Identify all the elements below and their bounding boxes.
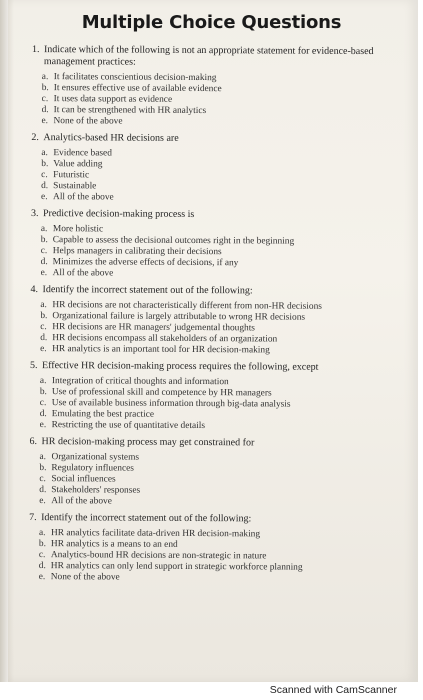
option-text: None of the above [50,572,120,583]
option-letter: d. [39,485,47,496]
option-text: Use of professional skill and competence by HR managers [51,387,272,399]
question-number: 7. [29,511,37,524]
option-text: All of the above [51,496,112,507]
option-letter: b. [39,463,47,474]
answer-option [41,268,421,281]
option-letter: c. [39,398,47,409]
option-letter: b. [40,235,48,246]
option-text: Futuristic [53,170,90,181]
option-text: HR decisions are HR managers' judgemental thoughts [52,322,256,334]
option-letter: e. [41,116,49,127]
option-text: Organizational systems [51,452,140,463]
question-item [30,360,420,433]
scanner-watermark: Scanned with CamScanner [269,684,397,696]
option-list [41,224,421,281]
option-letter: b. [38,539,47,550]
option-text: Social influences [51,474,116,485]
answer-option [39,572,419,585]
question-item [29,436,419,509]
option-letter: b. [40,311,48,322]
question-stem [31,208,421,222]
option-text: It can be strengthened with HR analytics [53,105,207,117]
question-number: 2. [31,131,39,144]
option-text: Stakeholders' responses [51,485,141,496]
option-letter: b. [39,387,47,398]
question-number: 1. [31,44,40,56]
answer-option [40,420,420,433]
option-letter: d. [41,181,49,192]
option-letter: e. [40,268,48,279]
option-letter: d. [41,105,49,116]
question-number: 3. [30,207,39,220]
question-number: 4. [30,283,39,296]
question-stem [31,132,421,146]
option-text: More holistic [52,224,104,235]
option-letter: d. [40,333,48,344]
option-letter: c. [40,246,48,257]
option-letter: c. [41,170,48,181]
question-stem [30,360,420,374]
option-letter: a. [38,528,46,539]
question-text: Identify the incorrect statement out of the following: [42,284,253,297]
option-letter: c. [41,94,49,105]
option-text: Emulating the best practice [51,409,155,420]
answer-option [41,192,421,205]
option-text: HR analytics can only lend support in strategic workforce planning [50,561,303,573]
question-item [31,44,421,129]
option-text: Sustainable [53,181,97,192]
option-list [40,376,420,433]
question-item [31,208,421,281]
option-list [39,452,419,509]
question-number: 5. [30,359,38,372]
option-letter: c. [39,474,46,485]
option-letter: b. [41,159,49,170]
question-stem [29,512,419,526]
option-letter: c. [38,550,46,561]
question-text: HR decision-making process may get constrained for [41,436,255,449]
option-letter: e. [39,420,47,431]
question-item [30,284,420,357]
option-text: Analytics-bound HR decisions are non-strategic in nature [50,550,267,562]
option-text: HR decisions are not characteristically different from non-HR decisions [52,300,322,312]
question-text: Identify the incorrect statement out of the following: [41,512,252,525]
option-letter: a. [41,72,49,83]
option-letter: d. [38,561,46,572]
option-text: None of the above [53,116,123,127]
option-text: HR analytics is a means to an end [50,539,178,550]
option-text: Helps managers in calibrating their decisions [52,246,222,258]
option-letter: a. [40,224,48,235]
option-text: Evidence based [53,148,112,159]
option-letter: a. [40,300,47,311]
option-list [41,148,421,205]
question-text: Effective HR decision-making process requires the following, except [42,360,319,373]
option-text: Use of available business information through big-data analysis [51,398,291,410]
option-text: It uses data support as evidence [53,94,173,105]
option-letter: d. [39,409,47,420]
question-list [29,44,422,590]
option-text: Integration of critical thoughts and information [51,376,229,388]
page-edge-shadow [0,0,14,682]
option-list [40,300,420,357]
option-text: HR analytics is an important tool for HR decision-making [52,344,270,356]
question-text: Indicate which of the following is not an appropriate statement for evidence-based management practices: [43,44,374,68]
question-text: Predictive decision-making process is [42,208,195,220]
option-text: Value adding [53,159,103,170]
option-letter: d. [40,257,48,268]
option-letter: c. [40,322,47,333]
answer-option [40,344,420,357]
option-text: All of the above [52,268,114,279]
option-text: Regulatory influences [51,463,134,474]
option-text: Organizational failure is largely attributable to wrong HR decisions [52,311,306,323]
option-text: HR decisions encompass all stakeholders of an organization [52,333,278,345]
option-letter: e. [41,192,48,203]
option-text: Restricting the use of quantitative details [51,420,206,432]
question-stem [32,44,422,70]
option-text: Capable to assess the decisional outcomes right in the beginning [52,235,295,247]
option-text: All of the above [53,192,114,203]
option-letter: b. [41,83,49,94]
answer-option [41,116,421,129]
question-text: Analytics-based HR decisions are [43,132,179,144]
option-text: HR analytics facilitate data-driven HR decision-making [50,528,261,540]
question-item [31,132,421,205]
option-letter: e. [40,344,47,355]
option-text: It ensures effective use of available evidence [53,83,222,95]
option-letter: a. [39,452,47,463]
option-letter: a. [41,148,48,159]
page-title: Multiple Choice Questions [81,12,342,33]
option-letter: e. [39,496,46,507]
option-letter: a. [39,376,47,387]
option-text: It facilitates conscientious decision-making [53,72,217,84]
option-letter: e. [38,572,46,583]
question-stem [30,284,420,298]
question-item [29,512,419,585]
option-text: Minimizes the adverse effects of decisions, if any [52,257,239,269]
option-list [39,528,419,585]
question-number: 6. [29,435,38,448]
option-list [41,72,421,129]
answer-option [39,496,419,509]
question-stem [30,436,420,450]
